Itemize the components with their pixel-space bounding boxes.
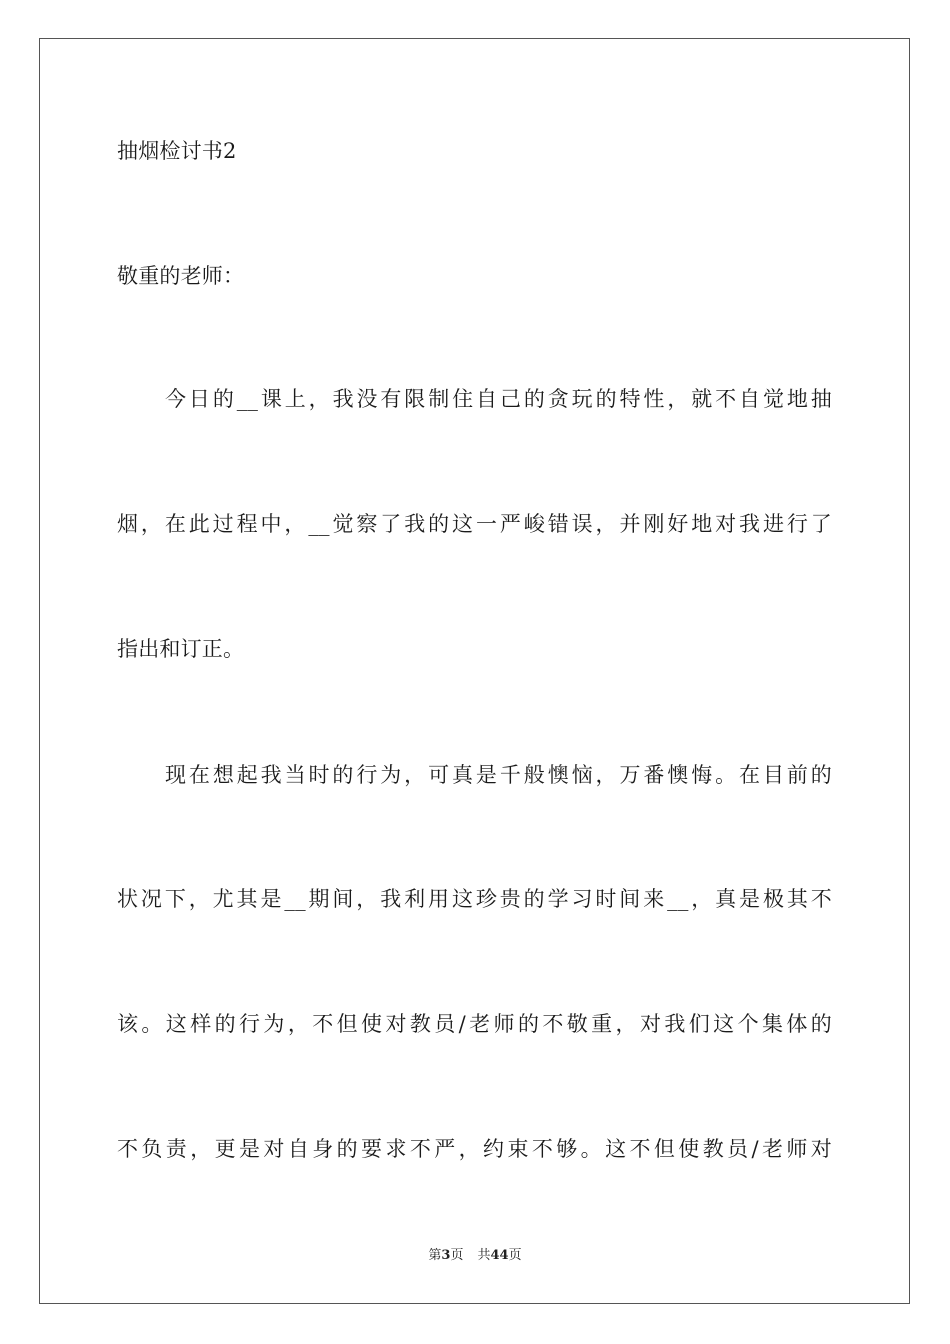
footer-total-suffix: 页: [508, 1248, 522, 1263]
footer-total-prefix: 共: [477, 1248, 491, 1263]
body-line-7: 不负责，更是对自身的要求不严，约束不够。这不但使教员/老师对: [117, 1137, 832, 1161]
footer-page-suffix: 页: [450, 1248, 464, 1263]
salutation: 敬重的老师：: [117, 264, 245, 288]
footer-prefix: 第: [428, 1248, 442, 1263]
body-line-5: 状况下，尤其是__期间，我利用这珍贵的学习时间来__，真是极其不: [117, 887, 832, 911]
page-border: [39, 38, 910, 1304]
body-line-1: 今日的__课上，我没有限制住自己的贪玩的特性，就不自觉地抽: [165, 387, 832, 411]
body-line-2: 烟，在此过程中，__觉察了我的这一严峻错误，并刚好地对我进行了: [117, 512, 832, 536]
total-pages-number: 44: [490, 1248, 509, 1263]
body-line-4: 现在想起我当时的行为，可真是千般懊恼，万番懊悔。在目前的: [165, 763, 832, 787]
body-line-3: 指出和订正。: [117, 637, 245, 661]
page-footer: [0, 1246, 950, 1266]
document-title: 抽烟检讨书2: [117, 139, 237, 163]
current-page-number: 3: [441, 1248, 451, 1263]
body-line-6: 该。这样的行为，不但使对教员/老师的不敬重，对我们这个集体的: [117, 1012, 832, 1036]
